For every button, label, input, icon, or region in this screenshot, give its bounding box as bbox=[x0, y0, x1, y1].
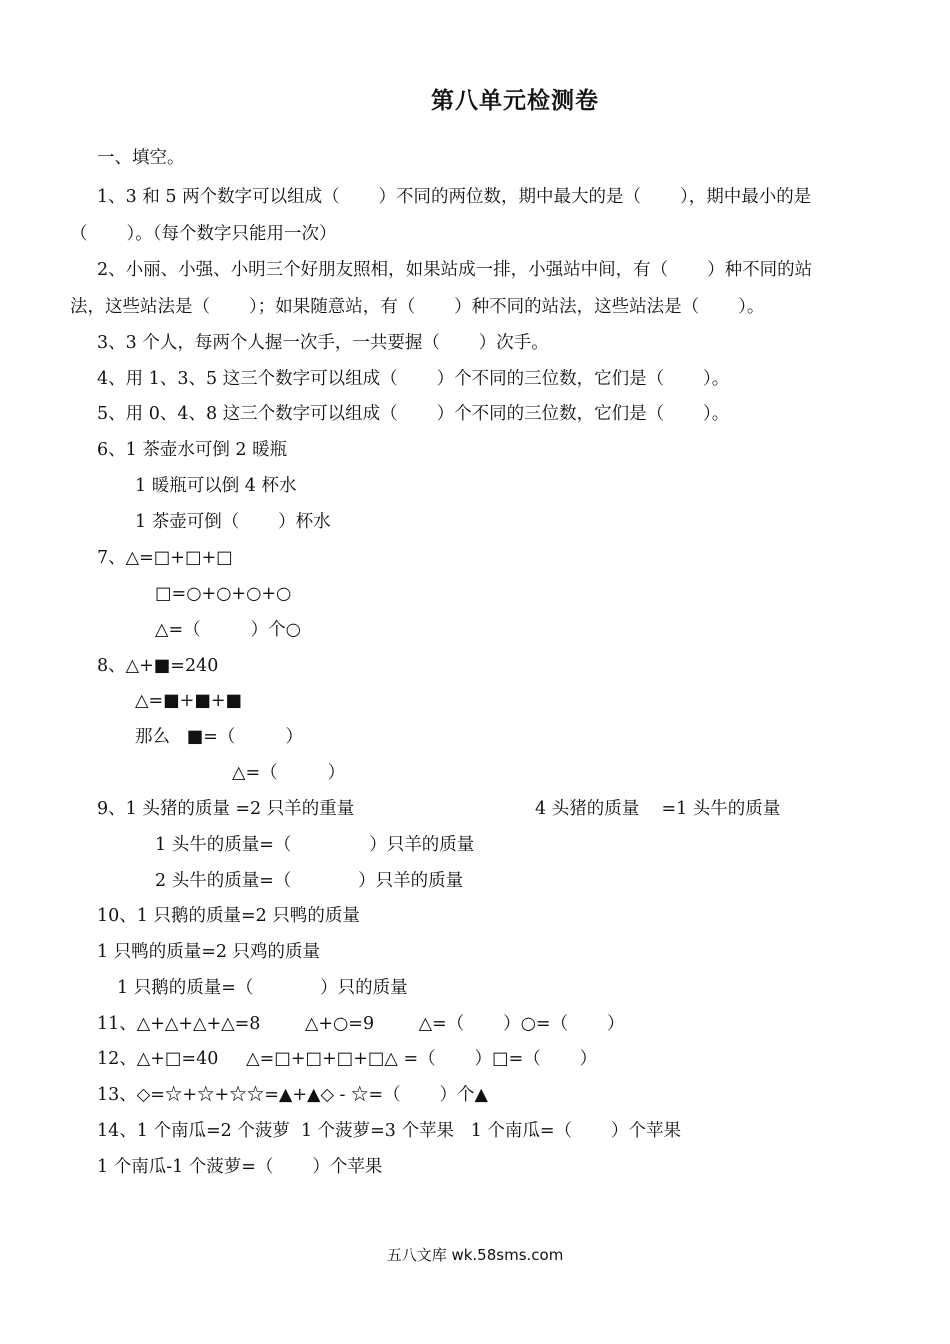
question-line: 那么 ■=（ ） bbox=[135, 727, 303, 747]
question-line: 1 只鸭的质量=2 只鸡的质量 bbox=[97, 942, 321, 962]
question-line: 13、◇=☆+☆+☆☆=▲+▲◇ - ☆=（ ）个▲ bbox=[97, 1085, 489, 1105]
question-line: 12、△+□=40 △=□+□+□+□△ =（ ）□=（ ） bbox=[97, 1049, 598, 1069]
question-line: 11、△+△+△+△=8 △+○=9 △=（ ）○=（ ） bbox=[97, 1014, 625, 1034]
question-line: 2、小丽、小强、小明三个好朋友照相，如果站成一排，小强站中间，有（ ）种不同的站 bbox=[97, 260, 813, 280]
question-line: 1 个南瓜-1 个菠萝=（ ）个苹果 bbox=[97, 1157, 383, 1177]
question-line: △=（ ） bbox=[232, 763, 346, 783]
question-line: 6、1 茶壶水可倒 2 暖瓶 bbox=[97, 440, 288, 460]
question-line: 2 头牛的质量=（ ）只羊的质量 bbox=[155, 871, 464, 891]
question-line: 1、3 和 5 两个数字可以组成（ ）不同的两位数，期中最大的是（ ），期中最小的是 bbox=[97, 187, 812, 207]
question-line: 8、△+■=240 bbox=[97, 656, 219, 676]
question-line: 法，这些站法是（ ）；如果随意站，有（ ）种不同的站法，这些站法是（ ）。 bbox=[70, 297, 765, 317]
question-line: △=（ ）个○ bbox=[155, 620, 301, 640]
question-line: 4、用 1、3、5 这三个数字可以组成（ ）个不同的三位数，它们是（ ）。 bbox=[97, 369, 730, 389]
question-line: 14、1 个南瓜=2 个菠萝 1 个菠萝=3 个苹果 1 个南瓜=（ ）个苹果 bbox=[97, 1121, 681, 1141]
question-line: 3、3 个人，每两个人握一次手，一共要握（ ）次手。 bbox=[97, 333, 549, 353]
question-line: △=■+■+■ bbox=[135, 691, 243, 711]
question-line: 4 头猪的质量 =1 头牛的质量 bbox=[535, 799, 781, 819]
question-line: □=○+○+○+○ bbox=[155, 584, 292, 604]
question-line: 1 头牛的质量=（ ）只羊的质量 bbox=[155, 835, 475, 855]
question-line: 9、1 头猪的质量 =2 只羊的重量 bbox=[97, 799, 355, 819]
question-line: （ ）。（每个数字只能用一次） bbox=[70, 224, 337, 244]
question-line: 1 只鹅的质量=（ ）只的质量 bbox=[117, 978, 408, 998]
question-line: 10、1 只鹅的质量=2 只鸭的质量 bbox=[97, 906, 360, 926]
footer-watermark: 五八文库 wk.58sms.com bbox=[386, 1246, 564, 1264]
question-line: 1 茶壶可倒（ ）杯水 bbox=[135, 512, 331, 532]
question-line: 1 暖瓶可以倒 4 杯水 bbox=[135, 476, 297, 496]
page-title: 第八单元检测卷 bbox=[431, 88, 599, 114]
question-line: 7、△=□+□+□ bbox=[97, 548, 233, 568]
section-heading: 一、填空。 bbox=[97, 148, 185, 168]
question-line: 5、用 0、4、8 这三个数字可以组成（ ）个不同的三位数，它们是（ ）。 bbox=[97, 404, 730, 424]
